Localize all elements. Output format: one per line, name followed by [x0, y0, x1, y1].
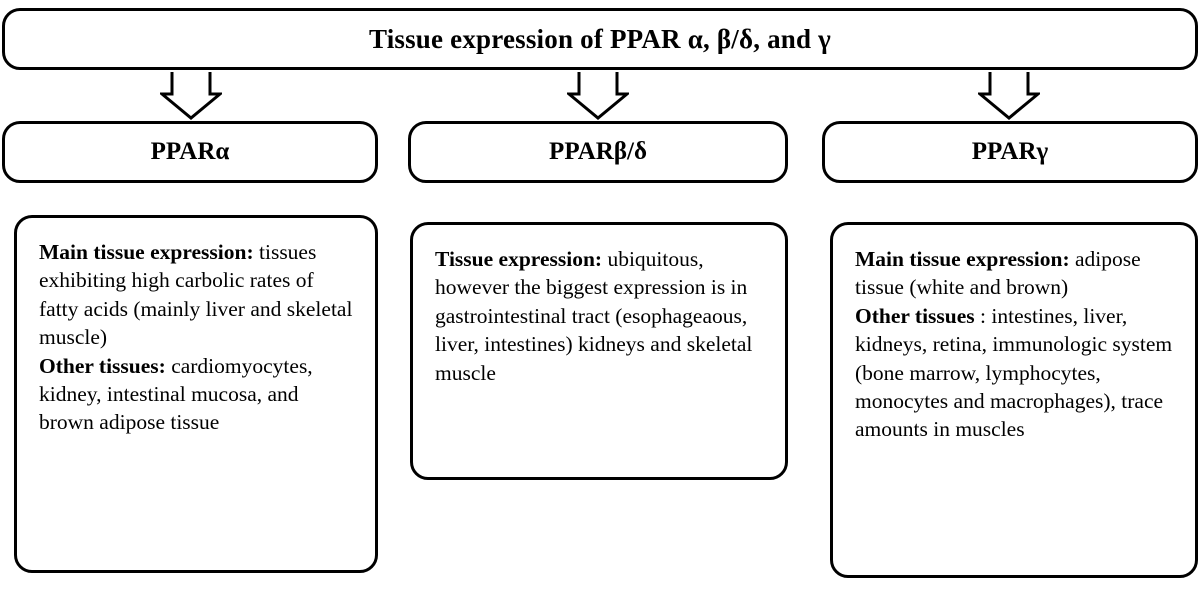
header-box-ppar-gamma	[822, 121, 1198, 183]
section-lead: Other tissues:	[39, 353, 166, 378]
arrow-to-ppar-gamma	[978, 72, 1040, 120]
section-body: cardiomyocytes, kidney, intestinal mucosa, and brown adipose tissue	[39, 353, 313, 435]
arrow-to-ppar-alpha	[160, 72, 222, 120]
content-section	[39, 238, 353, 352]
content-section	[39, 352, 353, 437]
header-label-ppar-alpha: PPARα	[150, 138, 230, 165]
section-lead: Other tissues	[855, 303, 975, 328]
section-lead: Tissue expression:	[435, 247, 603, 271]
content-box-ppar-alpha	[14, 215, 378, 573]
title-box	[2, 8, 1198, 70]
section-body: adipose tissue (white and brown)	[855, 247, 1141, 300]
header-box-ppar-alpha	[2, 121, 378, 183]
content-section	[435, 245, 763, 387]
content-section	[855, 245, 1173, 302]
header-label-ppar-beta-delta: PPARβ/δ	[549, 138, 647, 165]
arrow-to-ppar-beta-delta	[567, 72, 629, 120]
section-body: ubiquitous, however the biggest expression is in gastrointestinal tract (esophageaous, liver, intestines) kidneys and skeletal muscle	[435, 247, 753, 385]
page-title: Tissue expression of PPAR α, β/δ, and γ	[368, 23, 832, 54]
header-box-ppar-beta-delta	[408, 121, 788, 183]
content-box-ppar-beta-delta	[410, 222, 788, 480]
section-lead: Main tissue expression:	[39, 240, 254, 264]
header-label-ppar-gamma: PPARγ	[971, 138, 1049, 165]
content-section	[855, 302, 1173, 444]
section-lead: Main tissue expression:	[855, 247, 1070, 271]
content-box-ppar-gamma	[830, 222, 1198, 578]
section-body: tissues exhibiting high carbolic rates of fatty acids (mainly liver and skeletal muscle)	[39, 240, 353, 350]
section-body: : intestines, liver, kidneys, retina, immunologic system (bone marrow, lymphocytes, monocytes and macrophages), trace amounts in muscles	[855, 303, 1173, 442]
